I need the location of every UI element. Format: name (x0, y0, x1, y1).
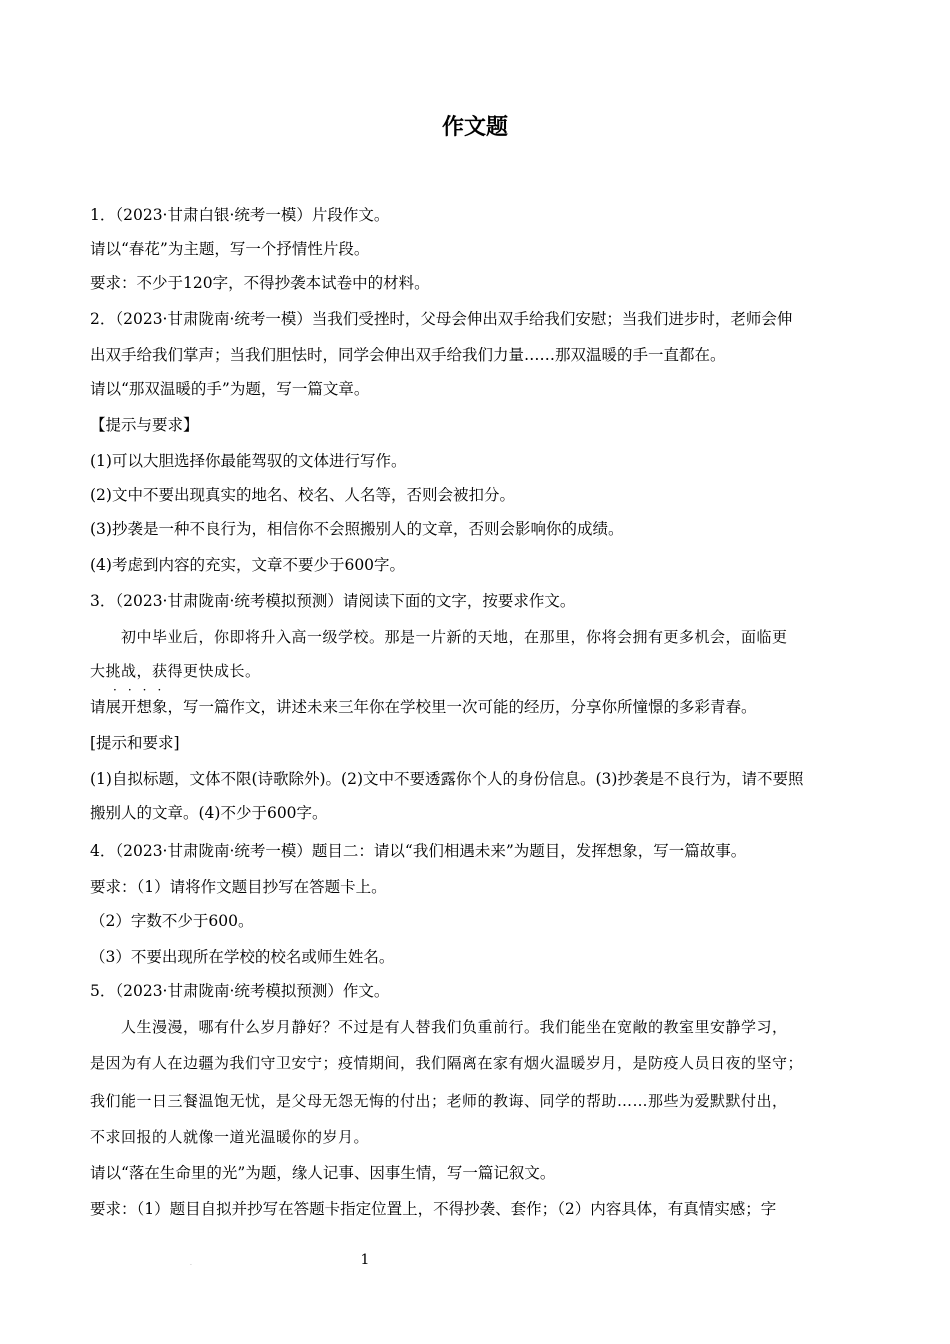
scan-mark: · (190, 1262, 192, 1269)
text-line: 5．（2023·甘肃陇南·统考模拟预测）作文。 (90, 982, 390, 1000)
text-line: 请以“春花”为主题，写一个抒情性片段。 (90, 240, 370, 258)
page-number: 1 (360, 1252, 370, 1268)
text-line: 是因为有人在边疆为我们守卫安宁；疫情期间，我们隔离在家有烟火温暖岁月，是防疫人员日夜的坚守； (90, 1054, 804, 1072)
text-line: 请展开想象，写一篇作文，讲述未来三年你在学校里一次可能的经历，分享你所憧憬的多彩青春。 (90, 698, 757, 716)
text-line: 2．（2023·甘肃陇南·统考一模）当我们受挫时，父母会伸出双手给我们安慰；当我们进步时，老师会伸 (90, 310, 793, 328)
text-line: 1．（2023·甘肃白银·统考一模）片段作文。 (90, 206, 390, 224)
text-line: 请以“那双温暖的手”为题，写一篇文章。 (90, 380, 370, 398)
text-line: 初中毕业后，你即将升入高一级学校。那是一片新的天地，在那里，你将会拥有更多机会，面临更 (90, 628, 788, 646)
text-line: (1)自拟标题，文体不限(诗歌除外)。(2)文中不要透露你个人的身份信息。(3)抄袭是不良行为，请不要照 (90, 770, 804, 788)
text-line: (3)抄袭是一种不良行为，相信你不会照搬别人的文章，否则会影响你的成绩。 (90, 520, 624, 538)
page-title: 作文题 (441, 115, 508, 140)
text-line: 3．（2023·甘肃陇南·统考模拟预测）请阅读下面的文字，按要求作文。 (90, 592, 576, 610)
text-line: (4)考虑到内容的充实，文章不要少于600字。 (90, 556, 406, 574)
text-line: （3）不要出现所在学校的校名或师生姓名。 (90, 948, 395, 966)
text-line: 出双手给我们掌声；当我们胆怯时，同学会伸出双手给我们力量……那双温暖的手一直都在。 (90, 346, 726, 364)
text-line: 要求：（1）请将作文题目抄写在答题卡上。 (90, 878, 387, 896)
text-line: 我们能一日三餐温饱无忧，是父母无怨无悔的付出；老师的教诲、同学的帮助……那些为爱默默付出， (90, 1092, 788, 1110)
text-line: 不求回报的人就像一道光温暖你的岁月。 (90, 1128, 370, 1146)
text-line: （2）字数不少于600。 (90, 912, 254, 930)
emphasis-dots: ···· (113, 683, 173, 697)
text-line: 大挑战，获得更快成长。 (90, 662, 261, 680)
text-line: 【提示与要求】 (90, 416, 199, 434)
text-line: (2)文中不要出现真实的地名、校名、人名等，否则会被扣分。 (90, 486, 515, 504)
text-line: 搬别人的文章。(4)不少于600字。 (90, 804, 328, 822)
text-line: 请以“落在生命里的光”为题，缘人记事、因事生情，写一篇记叙文。 (90, 1164, 556, 1182)
text-line: 要求：不少于120字，不得抄袭本试卷中的材料。 (90, 274, 430, 292)
text-line: [提示和要求] (90, 734, 180, 752)
text-line: 4．（2023·甘肃陇南·统考一模）题目二：请以“我们相遇未来”为题目，发挥想象，写一篇故事。 (90, 842, 747, 860)
text-line: 要求：（1）题目自拟并抄写在答题卡指定位置上，不得抄袭、套作；（2）内容具体，有真情实感；字 (90, 1200, 777, 1218)
text-line: 人生漫漫，哪有什么岁月静好？不过是有人替我们负重前行。我们能坐在宽敞的教室里安静学习， (90, 1018, 788, 1036)
text-line: (1)可以大胆选择你最能驾驭的文体进行写作。 (90, 452, 407, 470)
